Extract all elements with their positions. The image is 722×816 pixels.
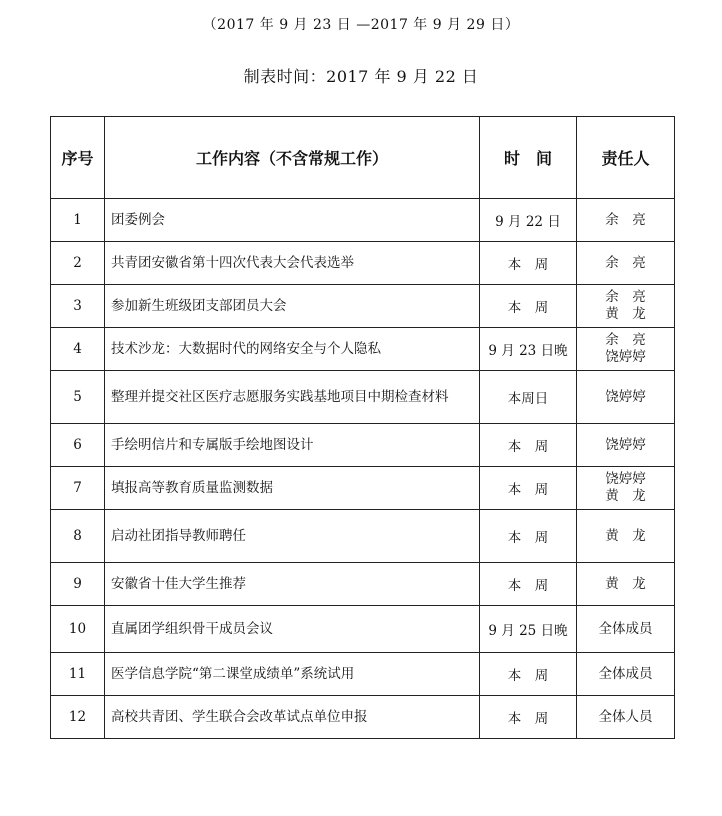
owner-name: 余 亮	[605, 332, 646, 348]
row-content: 填报高等教育质量监测数据	[105, 467, 480, 510]
owner-name: 饶婷婷	[605, 471, 646, 487]
row-time: 9 月 22 日	[480, 199, 577, 242]
table-row	[51, 371, 675, 424]
row-number: 5	[51, 371, 105, 424]
header-time: 时 间	[480, 117, 577, 199]
row-number: 11	[51, 653, 105, 696]
row-time: 9 月 23 日晚	[480, 328, 577, 371]
row-number: 2	[51, 242, 105, 285]
row-content: 医学信息学院“第二课堂成绩单”系统试用	[105, 653, 480, 696]
row-time: 本 周	[480, 653, 577, 696]
owner-name: 黄 龙	[605, 488, 646, 504]
owner-name: 全体人员	[598, 708, 653, 725]
row-time: 本 周	[480, 424, 577, 467]
row-time: 9 月 25 日晚	[480, 606, 577, 653]
row-owner	[577, 242, 675, 285]
row-owner	[577, 563, 675, 606]
table-row	[51, 199, 675, 242]
owner-name: 饶婷婷	[605, 388, 646, 405]
row-content: 手绘明信片和专属版手绘地图设计	[105, 424, 480, 467]
row-owner	[577, 424, 675, 467]
row-number: 10	[51, 606, 105, 653]
row-number: 6	[51, 424, 105, 467]
row-number: 1	[51, 199, 105, 242]
row-owner	[577, 696, 675, 739]
row-time: 本 周	[480, 563, 577, 606]
table-row	[51, 696, 675, 739]
owner-name: 余 亮	[605, 289, 646, 305]
row-time: 本 周	[480, 242, 577, 285]
table-row	[51, 606, 675, 653]
owner-name: 饶婷婷	[605, 349, 646, 365]
owner-name: 黄 龙	[605, 527, 646, 544]
table-row	[51, 467, 675, 510]
row-content: 参加新生班级团支部团员大会	[105, 285, 480, 328]
row-owner	[577, 653, 675, 696]
row-owner	[577, 606, 675, 653]
table-row	[51, 424, 675, 467]
table-header-row	[51, 117, 675, 199]
row-owner	[577, 371, 675, 424]
row-time: 本 周	[480, 285, 577, 328]
row-owner	[577, 510, 675, 563]
table-row	[51, 242, 675, 285]
made-time: 制表时间：2017 年 9 月 22 日	[243, 67, 479, 86]
table-row	[51, 563, 675, 606]
row-content: 直属团学组织骨干成员会议	[105, 606, 480, 653]
row-owner	[577, 285, 675, 328]
row-owner	[577, 199, 675, 242]
owner-name: 黄 龙	[605, 306, 646, 322]
row-time: 本 周	[480, 467, 577, 510]
row-number: 7	[51, 467, 105, 510]
row-number: 3	[51, 285, 105, 328]
header-content: 工作内容（不含常规工作）	[105, 117, 480, 199]
owner-name: 饶婷婷	[605, 436, 646, 453]
table-row	[51, 285, 675, 328]
row-content: 团委例会	[105, 199, 480, 242]
row-owner	[577, 328, 675, 371]
table-row	[51, 510, 675, 563]
row-content: 共青团安徽省第十四次代表大会代表选举	[105, 242, 480, 285]
row-content: 技术沙龙：大数据时代的网络安全与个人隐私	[105, 328, 480, 371]
owner-name: 余 亮	[605, 254, 646, 271]
row-time: 本 周	[480, 696, 577, 739]
row-time: 本周日	[480, 371, 577, 424]
row-content: 高校共青团、学生联合会改革试点单位申报	[105, 696, 480, 739]
row-number: 4	[51, 328, 105, 371]
work-plan-table	[50, 116, 675, 739]
row-number: 9	[51, 563, 105, 606]
row-content: 安徽省十佳大学生推荐	[105, 563, 480, 606]
row-number: 12	[51, 696, 105, 739]
owner-name: 黄 龙	[605, 575, 646, 592]
row-time: 本 周	[480, 510, 577, 563]
owner-name: 全体成员	[598, 665, 653, 682]
row-owner	[577, 467, 675, 510]
owner-name: 余 亮	[605, 211, 646, 228]
date-range: （2017 年 9 月 23 日 —2017 年 9 月 29 日）	[202, 17, 520, 33]
header-no: 序号	[51, 117, 105, 199]
row-number: 8	[51, 510, 105, 563]
table-row	[51, 653, 675, 696]
row-content: 启动社团指导教师聘任	[105, 510, 480, 563]
table-row	[51, 328, 675, 371]
header-owner: 责任人	[577, 117, 675, 199]
row-content: 整理并提交社区医疗志愿服务实践基地项目中期检查材料	[105, 371, 480, 424]
owner-name: 全体成员	[598, 620, 653, 637]
